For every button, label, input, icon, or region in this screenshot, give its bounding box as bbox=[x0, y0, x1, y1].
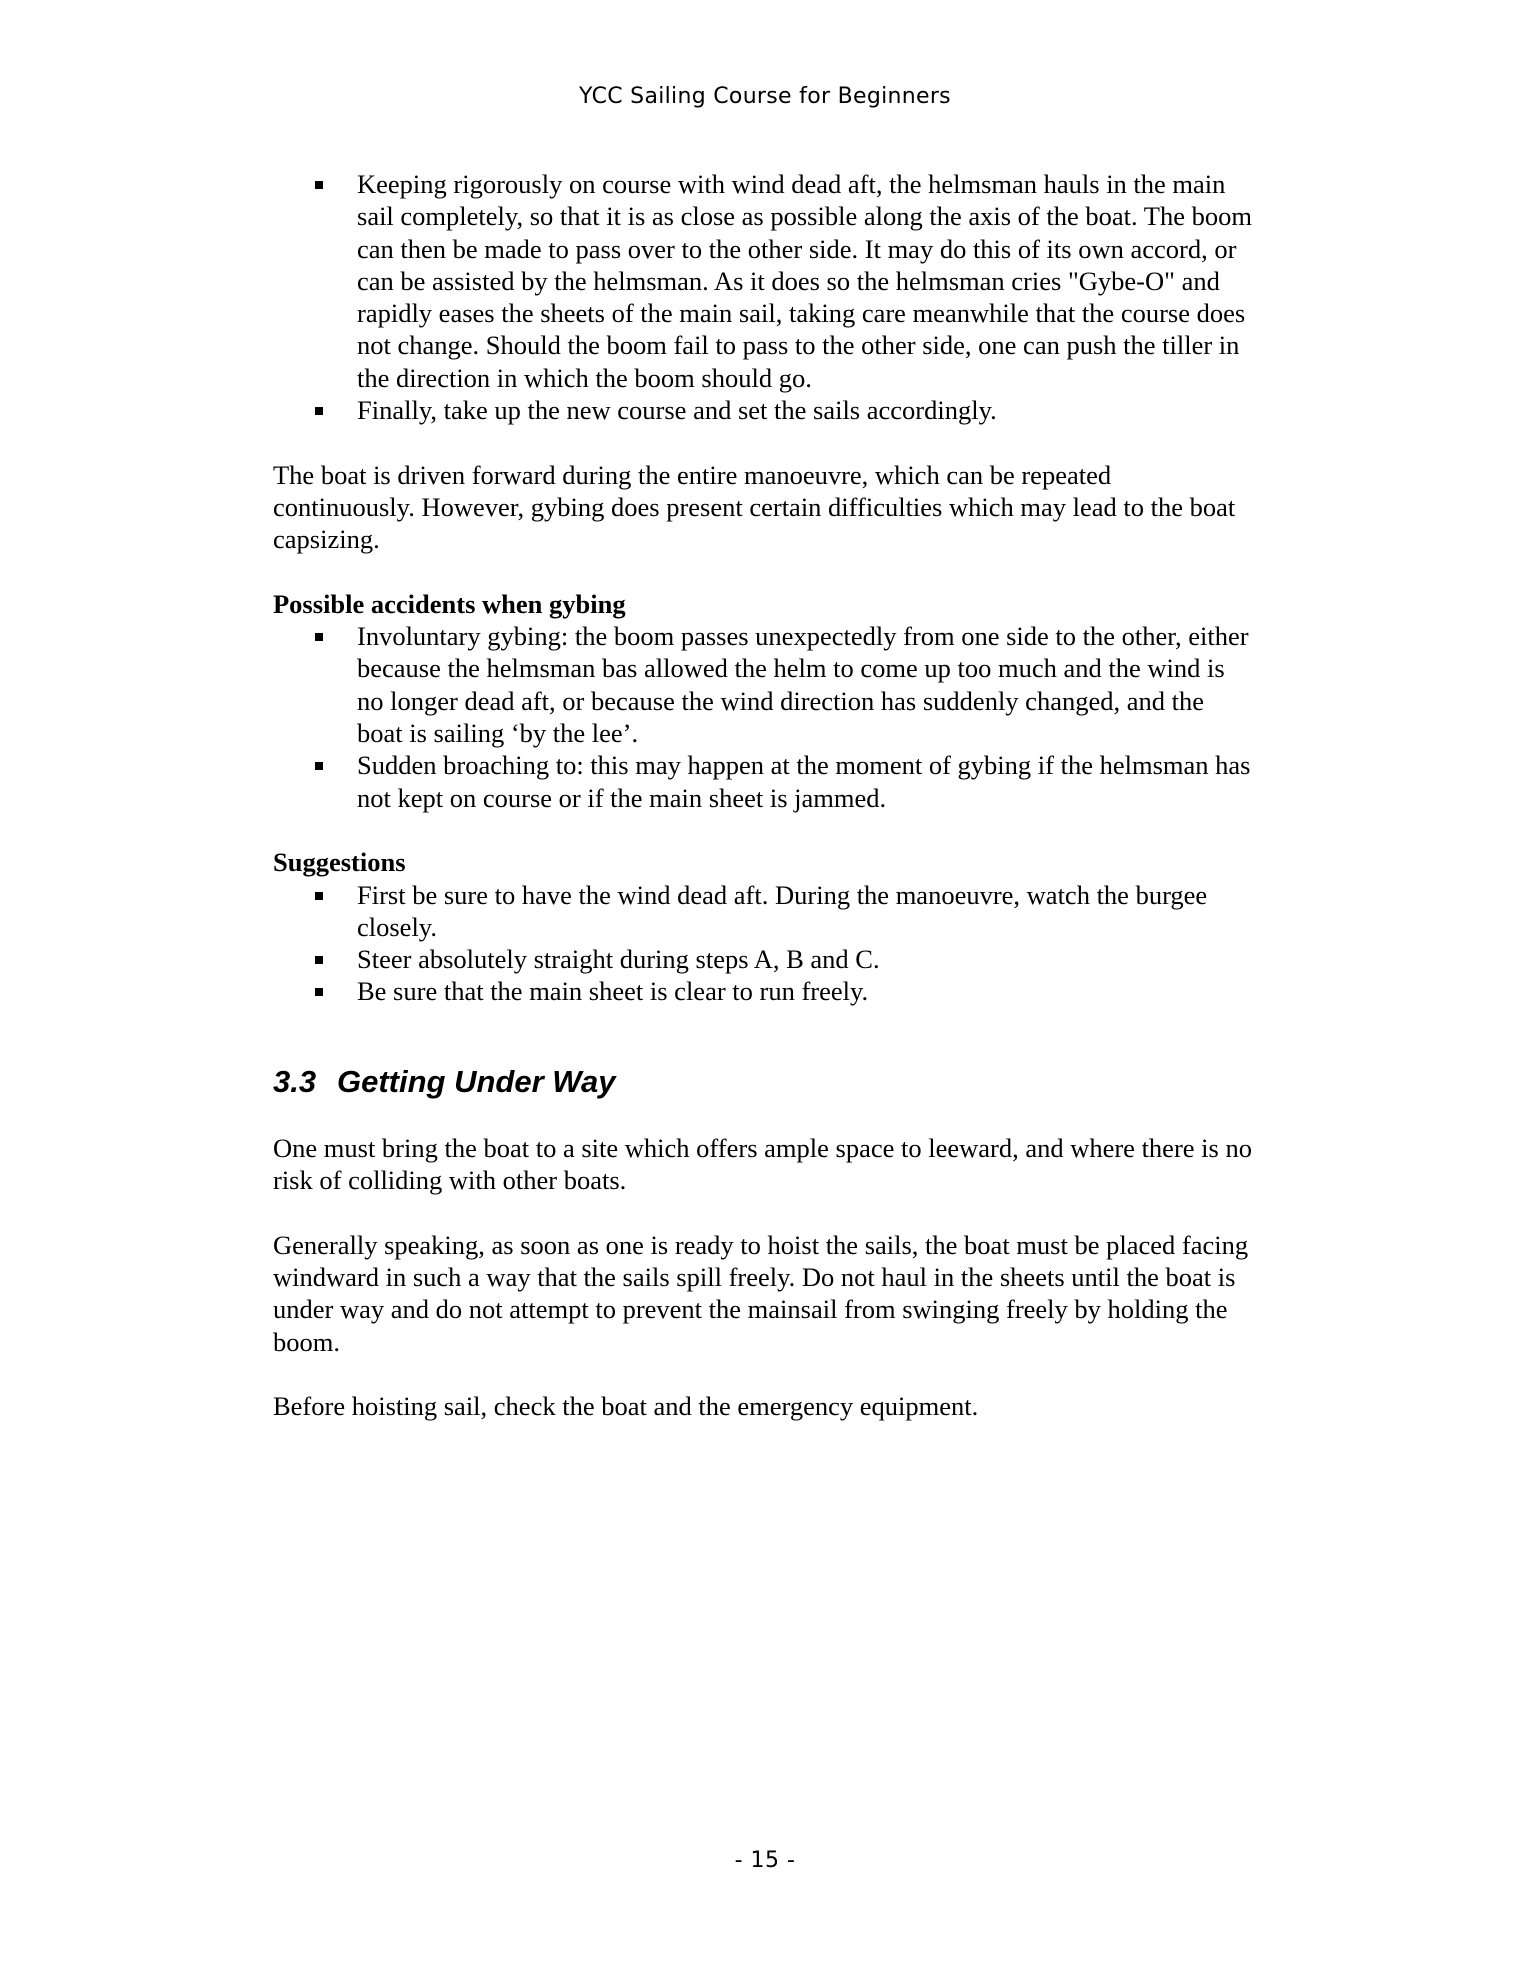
list-item-text: Sudden broaching to: this may happen at the moment of gybing if the helmsman has not kept on course or if the main sheet is jammed. bbox=[357, 750, 1251, 813]
list-item bbox=[357, 943, 1253, 975]
section-number: 3.3 bbox=[273, 1063, 317, 1099]
list-item-text: Finally, take up the new course and set the sails accordingly. bbox=[357, 395, 997, 426]
suggestions-heading: Suggestions bbox=[273, 847, 406, 878]
square-bullet-icon bbox=[315, 633, 323, 641]
list-item bbox=[357, 975, 1253, 1007]
section-title bbox=[273, 1062, 1253, 1102]
square-bullet-icon bbox=[315, 407, 323, 415]
page-number: - 15 - bbox=[734, 1848, 796, 1873]
page-header: YCC Sailing Course for Beginners bbox=[579, 84, 951, 109]
list-item bbox=[357, 168, 1253, 394]
section-paragraph: Generally speaking, as soon as one is ready to hoist the sails, the boat must be placed facing windward in such a way that the sails spill freely. Do not haul in the sheets until the boat is under way and do not attempt to prevent the mainsail from swinging freely by holding the boom. bbox=[273, 1229, 1249, 1357]
gybing-summary-paragraph: The boat is driven forward during the entire manoeuvre, which can be repeated continuously. However, gybing does present certain difficulties which may lead to the boat capsizing. bbox=[273, 459, 1236, 555]
section-title-text: Getting Under Way bbox=[337, 1063, 616, 1099]
suggestions-list bbox=[273, 879, 1253, 1008]
list-item-text: First be sure to have the wind dead aft. During the manoeuvre, watch the burgee closely. bbox=[357, 879, 1208, 942]
list-item-text: Steer absolutely straight during steps A, B and C. bbox=[357, 944, 880, 975]
accidents-list bbox=[273, 620, 1253, 814]
square-bullet-icon bbox=[315, 988, 323, 996]
section-paragraph: Before hoisting sail, check the boat and the emergency equipment. bbox=[273, 1391, 979, 1422]
list-item bbox=[357, 749, 1253, 814]
square-bullet-icon bbox=[315, 762, 323, 770]
square-bullet-icon bbox=[315, 892, 323, 900]
square-bullet-icon bbox=[315, 181, 323, 189]
list-item-text: Keeping rigorously on course with wind dead aft, the helmsman hauls in the main sail completely, so that it is as close as possible along the axis of the boat. The boom can then be made to pass over to the other side. It may do this of its own accord, or can be assisted by the helmsman. As it does so the helmsman cries "Gybe-O" and rapidly eases the sheets of the main sail, taking care meanwhile that the course does not change. Should the boom fail to pass to the other side, one can push the tiller in the direction in which the boom should go. bbox=[357, 169, 1252, 393]
list-item bbox=[357, 394, 1253, 426]
square-bullet-icon bbox=[315, 956, 323, 964]
gybing-steps-list bbox=[273, 168, 1253, 426]
list-item-text: Be sure that the main sheet is clear to run freely. bbox=[357, 976, 869, 1007]
page-content bbox=[273, 168, 1253, 1422]
accidents-heading: Possible accidents when gybing bbox=[273, 588, 626, 619]
list-item-text: Involuntary gybing: the boom passes unexpectedly from one side to the other, either because the helmsman bas allowed the helm to come up too much and the wind is no longer dead aft, or because the wind direction has suddenly changed, and the boat is sailing ‘by the lee’. bbox=[357, 621, 1249, 749]
section-paragraph: One must bring the boat to a site which offers ample space to leeward, and where there is no risk of colliding with other boats. bbox=[273, 1132, 1252, 1196]
list-item bbox=[357, 879, 1253, 944]
list-item bbox=[357, 620, 1253, 749]
